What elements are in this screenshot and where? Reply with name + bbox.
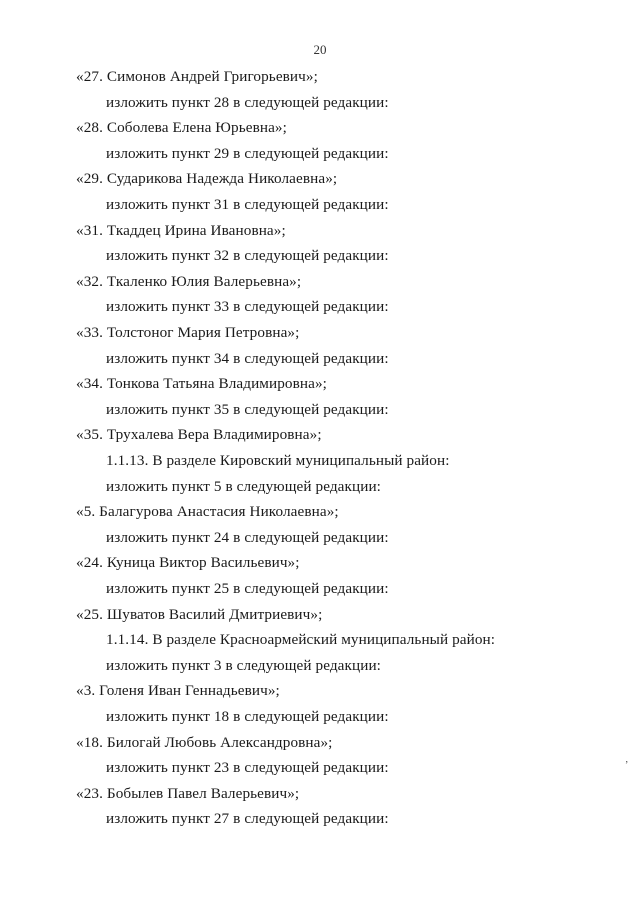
instruction-line: изложить пункт 29 в следующей редакции:	[106, 144, 389, 162]
instruction-line: изложить пункт 24 в следующей редакции:	[106, 528, 389, 546]
list-entry: «28. Соболева Елена Юрьевна»;	[76, 119, 287, 137]
instruction-line: изложить пункт 31 в следующей редакции:	[106, 196, 389, 213]
instruction-line: изложить пункт 33 в следующей редакции:	[106, 298, 389, 316]
instruction-line: изложить пункт 32 в следующей редакции:	[106, 247, 389, 265]
list-entry: «18. Билогай Любовь Александровна»;	[76, 733, 333, 751]
instruction-line: изложить пункт 35 в следующей редакции:	[106, 400, 389, 418]
instruction-line: изложить пункт 23 в следующей редакции:	[106, 759, 389, 777]
list-entry: «23. Бобылев Павел Валерьевич»;	[76, 784, 300, 802]
instruction-line: изложить пункт 3 в следующей редакции:	[106, 656, 381, 674]
list-entry: «29. Сударикова Надежда Николаевна»;	[76, 170, 338, 188]
section-heading: 1.1.14. В разделе Красноармейский муниципальный район:	[106, 631, 496, 649]
list-entry: «34. Тонкова Татьяна Владимировна»;	[76, 375, 327, 393]
instruction-line: изложить пункт 34 в следующей редакции:	[106, 349, 389, 367]
instruction-line: изложить пункт 28 в следующей редакции:	[106, 93, 389, 111]
instruction-line: изложить пункт 25 в следующей редакции:	[106, 580, 389, 597]
section-heading: 1.1.13. В разделе Кировский муниципальный район:	[106, 452, 450, 469]
page-number: 20	[313, 42, 327, 57]
list-entry: «24. Куница Виктор Васильевич»;	[76, 554, 300, 572]
instruction-line: изложить пункт 5 в следующей редакции:	[106, 477, 381, 495]
list-entry: «3. Голеня Иван Геннадьевич»;	[76, 682, 280, 700]
list-entry: «25. Шуватов Василий Дмитриевич»;	[76, 605, 323, 623]
instruction-line: изложить пункт 27 в следующей редакции:	[106, 810, 389, 828]
list-entry: «27. Симонов Андрей Григорьевич»;	[76, 68, 318, 85]
list-entry: «31. Ткаддец Ирина Ивановна»;	[76, 221, 286, 239]
margin-mark: ’	[625, 760, 629, 771]
list-entry: «5. Балагурова Анастасия Николаевна»;	[76, 503, 339, 521]
list-entry: «33. Толстоног Мария Петровна»;	[76, 324, 300, 341]
instruction-line: изложить пункт 18 в следующей редакции:	[106, 708, 389, 725]
list-entry: «35. Трухалева Вера Владимировна»;	[76, 426, 322, 444]
list-entry: «32. Ткаленко Юлия Валерьевна»;	[76, 272, 302, 290]
